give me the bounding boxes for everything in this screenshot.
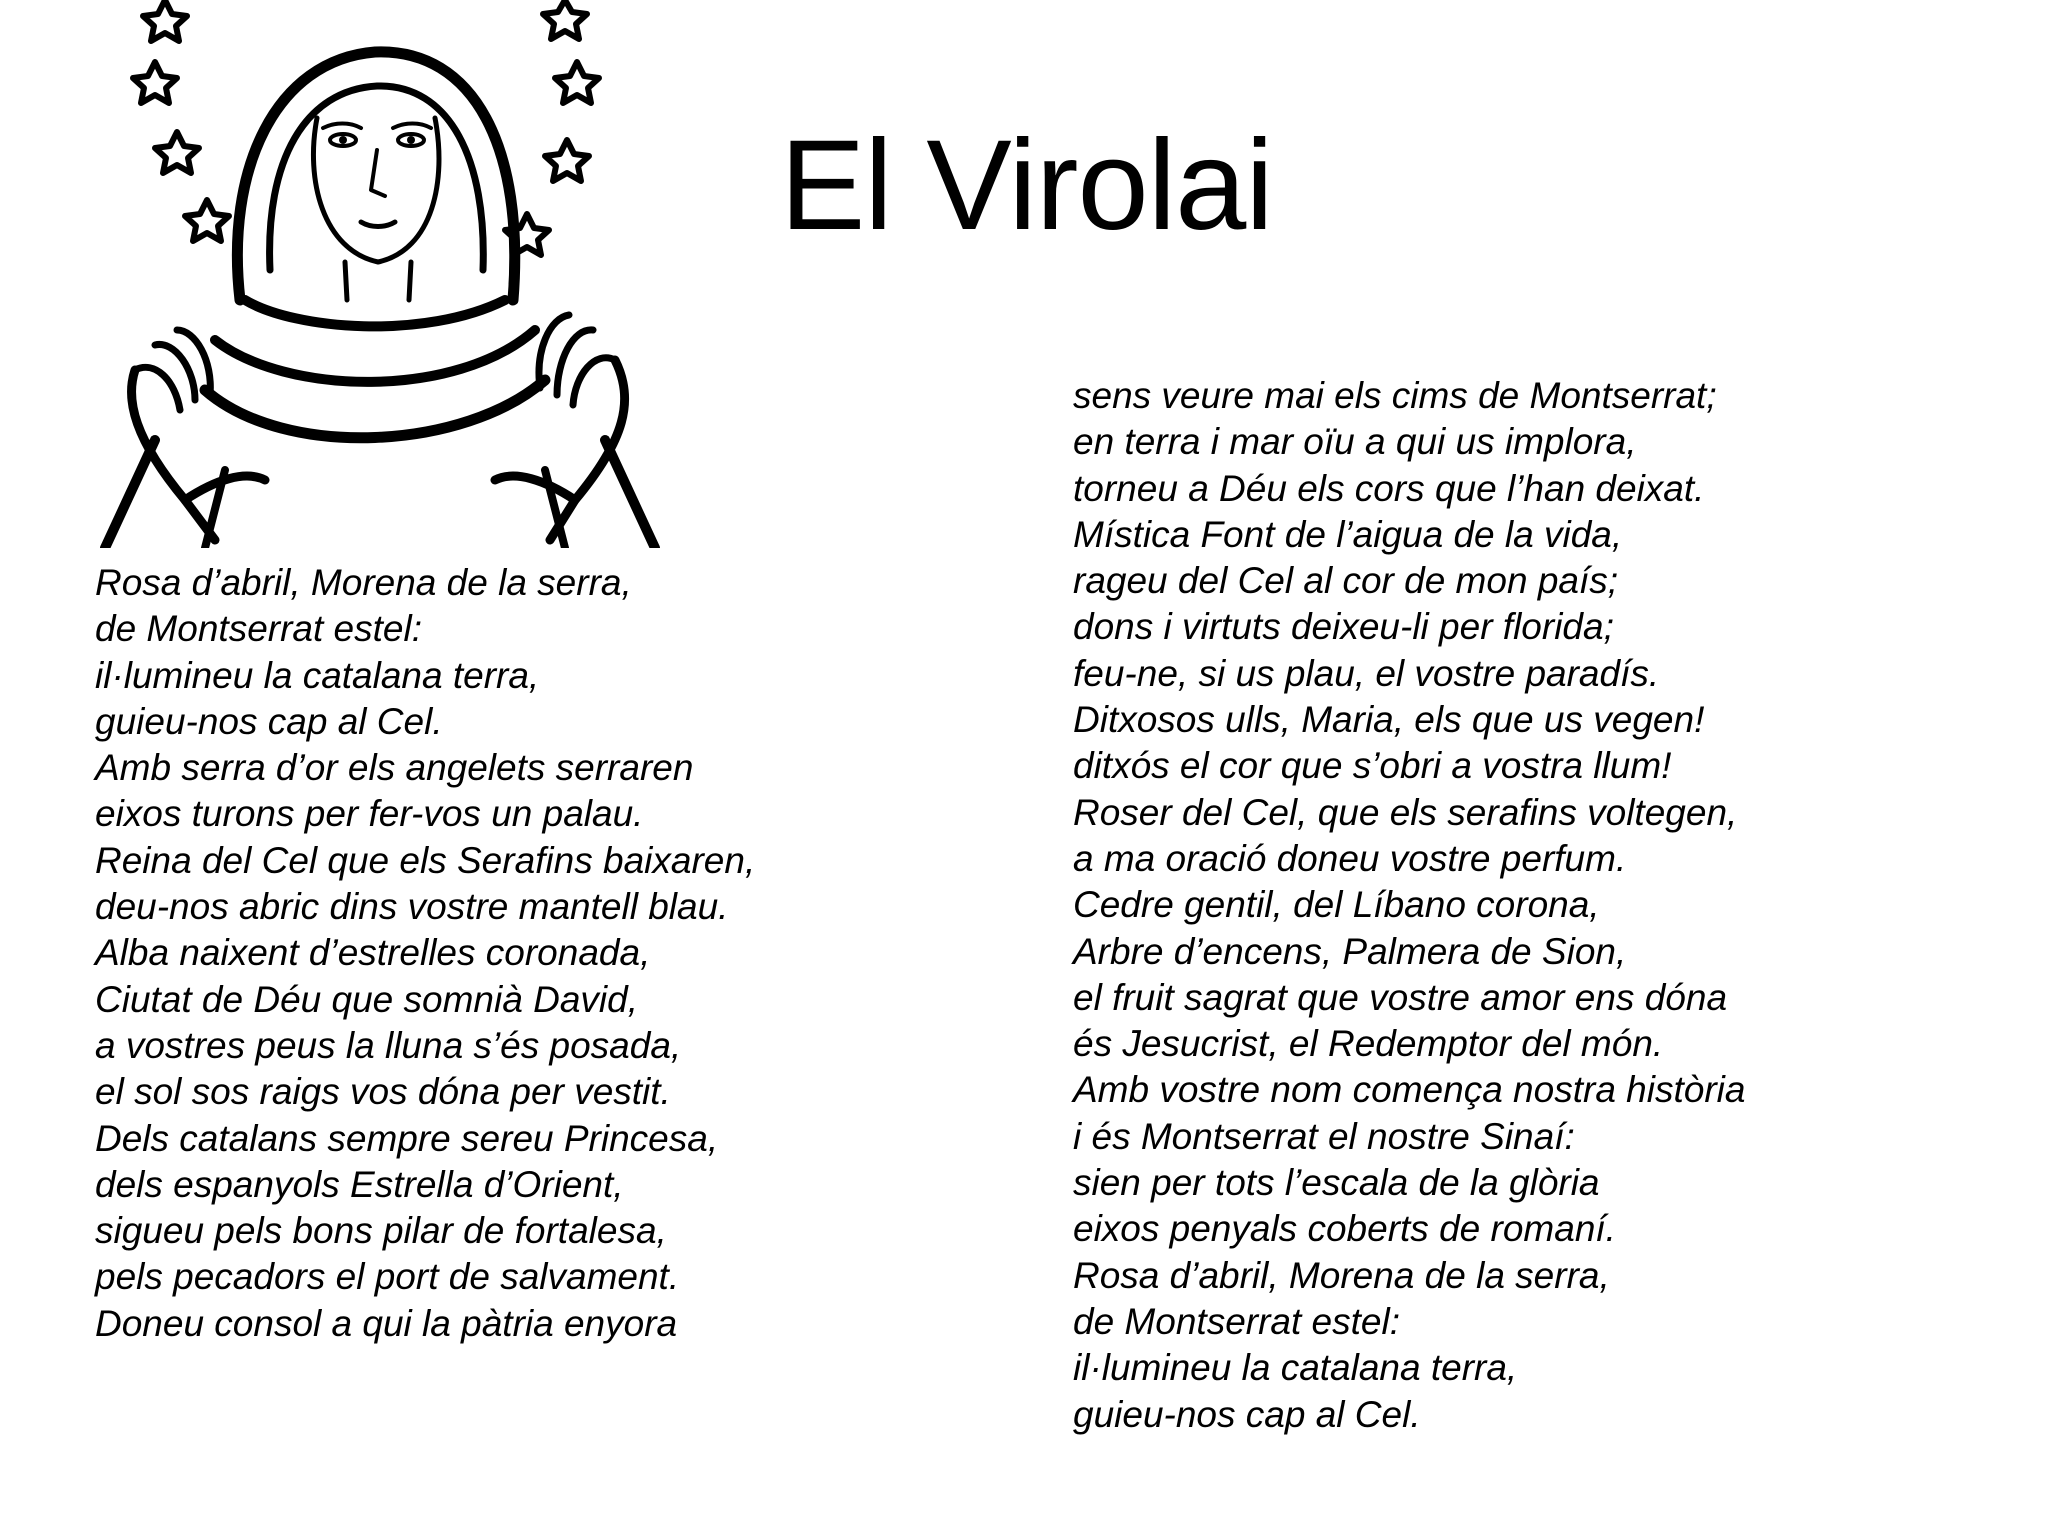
- verse-line: és Jesucrist, el Redemptor del món.: [1073, 1023, 1664, 1065]
- verse-line: guieu-nos cap al Cel.: [1073, 1393, 1421, 1435]
- verse-line: Roser del Cel, que els serafins voltegen,: [1073, 791, 1738, 833]
- star-icon: [543, 0, 587, 39]
- verse-line: a ma oració doneu vostre perfum.: [1073, 837, 1627, 879]
- verse-line: el fruit sagrat que vostre amor ens dóna: [1073, 976, 1728, 1018]
- verse-line: Rosa d’abril, Morena de la serra,: [1073, 1254, 1610, 1296]
- star-icon: [133, 62, 177, 103]
- star-icon: [143, 0, 187, 41]
- verse-line: feu-ne, si us plau, el vostre paradís.: [1073, 652, 1660, 694]
- verse-line: dels espanyols Estrella d’Orient,: [95, 1163, 624, 1205]
- verse-line: sens veure mai els cims de Montserrat;: [1073, 375, 1717, 416]
- verse-column-left: [95, 560, 755, 1347]
- verse-line: a vostres peus la lluna s’és posada,: [95, 1024, 682, 1066]
- verse-line: rageu del Cel al cor de mon país;: [1073, 560, 1619, 602]
- verse-line: deu-nos abric dins vostre mantell blau.: [95, 886, 729, 928]
- verse-line: il·lumineu la catalana terra,: [95, 654, 540, 696]
- verse-line: en terra i mar oïu a qui us implora,: [1073, 421, 1637, 463]
- verse-line: Doneu consol a qui la pàtria enyora: [95, 1302, 678, 1344]
- star-icon: [155, 132, 199, 173]
- star-icon: [185, 200, 229, 241]
- verse-line: il·lumineu la catalana terra,: [1073, 1347, 1518, 1389]
- verse-column-right: [1073, 373, 1745, 1438]
- verse-line: Ciutat de Déu que somnià David,: [95, 978, 638, 1020]
- verse-line: Mística Font de l’aigua de la vida,: [1073, 513, 1623, 555]
- star-icon: [545, 140, 589, 181]
- verse-line: Dels catalans sempre sereu Princesa,: [95, 1117, 719, 1159]
- virgin-mary-illustration: [95, 0, 670, 548]
- verse-line: ditxós el cor que s’obri a vostra llum!: [1073, 745, 1672, 787]
- verse-line: i és Montserrat el nostre Sinaí:: [1073, 1115, 1575, 1157]
- verse-line: sien per tots l’escala de la glòria: [1073, 1162, 1600, 1204]
- verse-line: torneu a Déu els cors que l’han deixat.: [1073, 467, 1705, 509]
- verse-line: eixos turons per fer-vos un palau.: [95, 793, 644, 835]
- verse-line: el sol sos raigs vos dóna per vestit.: [95, 1071, 671, 1113]
- verse-line: Ditxosos ulls, Maria, els que us vegen!: [1073, 699, 1705, 741]
- verse-line: sigueu pels bons pilar de fortalesa,: [95, 1210, 667, 1252]
- verse-line: Amb vostre nom comença nostra història: [1073, 1069, 1746, 1111]
- verse-line: Arbre d’encens, Palmera de Sion,: [1073, 930, 1627, 972]
- star-icon: [555, 62, 599, 103]
- verse-line: de Montserrat estel:: [95, 608, 422, 650]
- verse-line: Alba naixent d’estrelles coronada,: [95, 932, 651, 974]
- verse-line: guieu-nos cap al Cel.: [95, 700, 443, 742]
- verse-line: de Montserrat estel:: [1073, 1300, 1400, 1342]
- verse-line: pels pecadors el port de salvament.: [95, 1256, 680, 1298]
- verse-line: eixos penyals coberts de romaní.: [1073, 1208, 1616, 1250]
- verse-line: dons i virtuts deixeu-li per florida;: [1073, 606, 1614, 648]
- verse-line: Rosa d’abril, Morena de la serra,: [95, 562, 632, 603]
- verse-line: Cedre gentil, del Líbano corona,: [1073, 884, 1600, 926]
- page-title: El Virolai: [780, 114, 1273, 257]
- verse-line: Amb serra d’or els angelets serraren: [95, 747, 694, 789]
- verse-line: Reina del Cel que els Serafins baixaren,: [95, 839, 756, 881]
